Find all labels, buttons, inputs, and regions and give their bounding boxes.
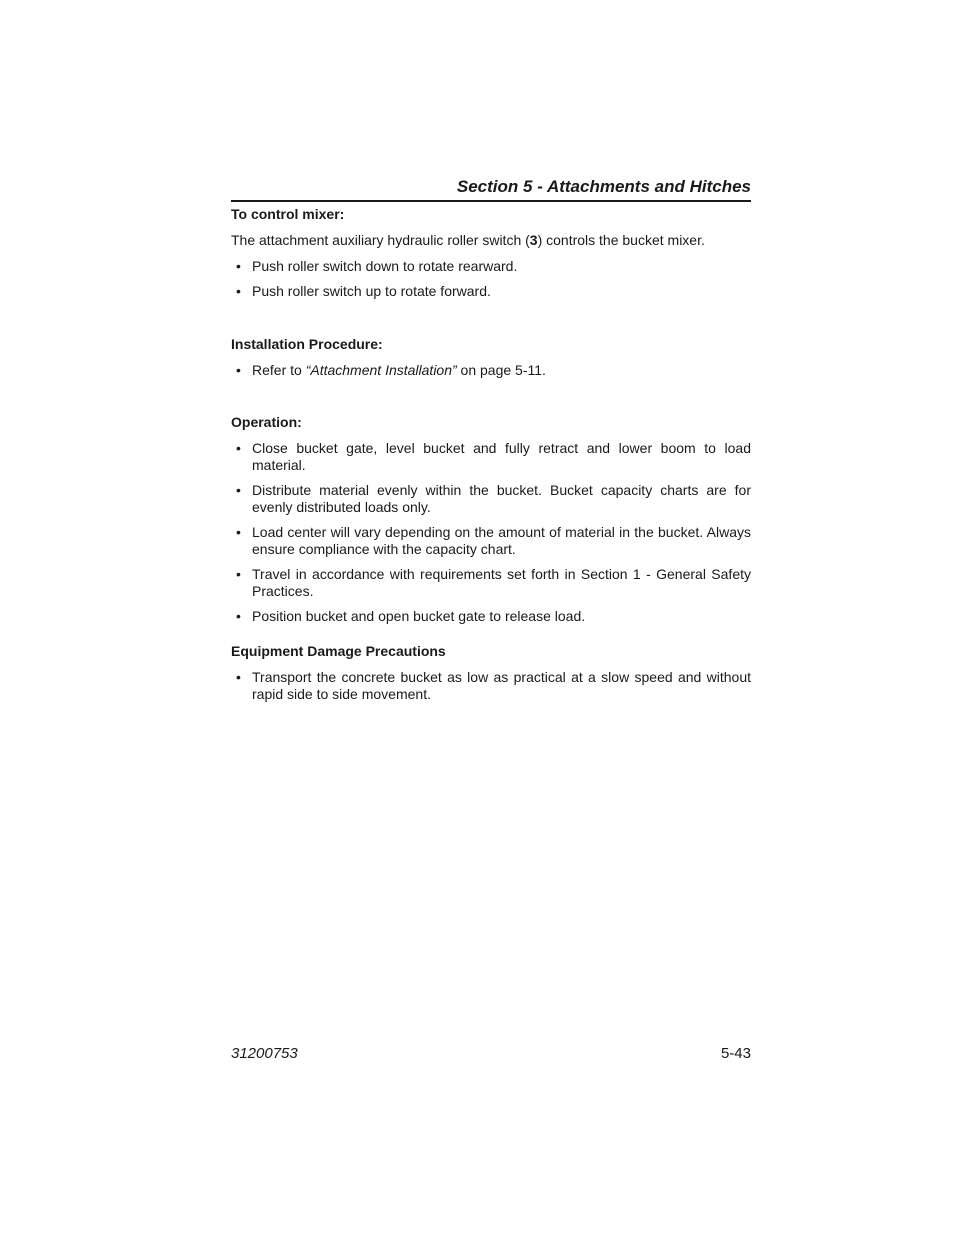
section-header xyxy=(231,176,751,202)
bullet-icon: • xyxy=(236,669,241,685)
list-item: • Push roller switch up to rotate forward. xyxy=(236,283,491,299)
callout-number: 3 xyxy=(529,232,538,248)
section-title: Section 5 - Attachments and Hitches xyxy=(456,177,751,196)
operation-heading: Operation: xyxy=(231,414,302,430)
bullet-icon: • xyxy=(236,524,241,540)
list-item: • Travel in accordance with requirements set forth in Section 1 - General Safety Practices. xyxy=(236,566,751,599)
bullet-icon: • xyxy=(236,440,241,456)
precautions-section xyxy=(231,643,751,711)
precautions-heading: Equipment Damage Precautions xyxy=(231,643,446,659)
mixer-intro: The attachment auxiliary hydraulic roller switch (3) controls the bucket mixer. xyxy=(231,232,705,248)
list-item: • Load center will vary depending on the amount of material in the bucket. Always ensure compliance with the capacity chart. xyxy=(236,524,751,557)
bullet-icon: • xyxy=(236,482,241,498)
bullet-icon: • xyxy=(236,362,241,378)
list-item: • Push roller switch down to rotate rearward. xyxy=(236,258,518,274)
installation-bullet-list xyxy=(231,362,751,379)
cross-reference-link[interactable]: “Attachment Installation” xyxy=(305,362,457,378)
bullet-icon: • xyxy=(236,258,241,274)
list-item: • Transport the concrete bucket as low as practical at a slow speed and without rapid side to side movement. xyxy=(236,669,751,702)
installation-section xyxy=(231,336,751,387)
bullet-icon: • xyxy=(236,283,241,299)
installation-heading: Installation Procedure: xyxy=(231,336,383,352)
mixer-section xyxy=(231,206,751,308)
mixer-heading: To control mixer: xyxy=(231,206,345,222)
page-number: 5-43 xyxy=(720,1045,751,1062)
list-item: • Close bucket gate, level bucket and fully retract and lower boom to load material. xyxy=(236,440,751,473)
operation-bullet-list xyxy=(231,440,751,625)
list-item: • Position bucket and open bucket gate to release load. xyxy=(236,608,586,624)
precautions-bullet-list xyxy=(231,669,751,703)
mixer-bullet-list xyxy=(231,258,751,300)
bullet-icon: • xyxy=(236,566,241,582)
list-item: • Distribute material evenly within the bucket. Bucket capacity charts are for evenly distributed loads only. xyxy=(236,482,751,515)
document-number: 31200753 xyxy=(231,1045,298,1062)
list-item: • Refer to “Attachment Installation” on page 5-11. xyxy=(236,362,546,378)
bullet-icon: • xyxy=(236,608,241,624)
operation-section xyxy=(231,414,751,633)
